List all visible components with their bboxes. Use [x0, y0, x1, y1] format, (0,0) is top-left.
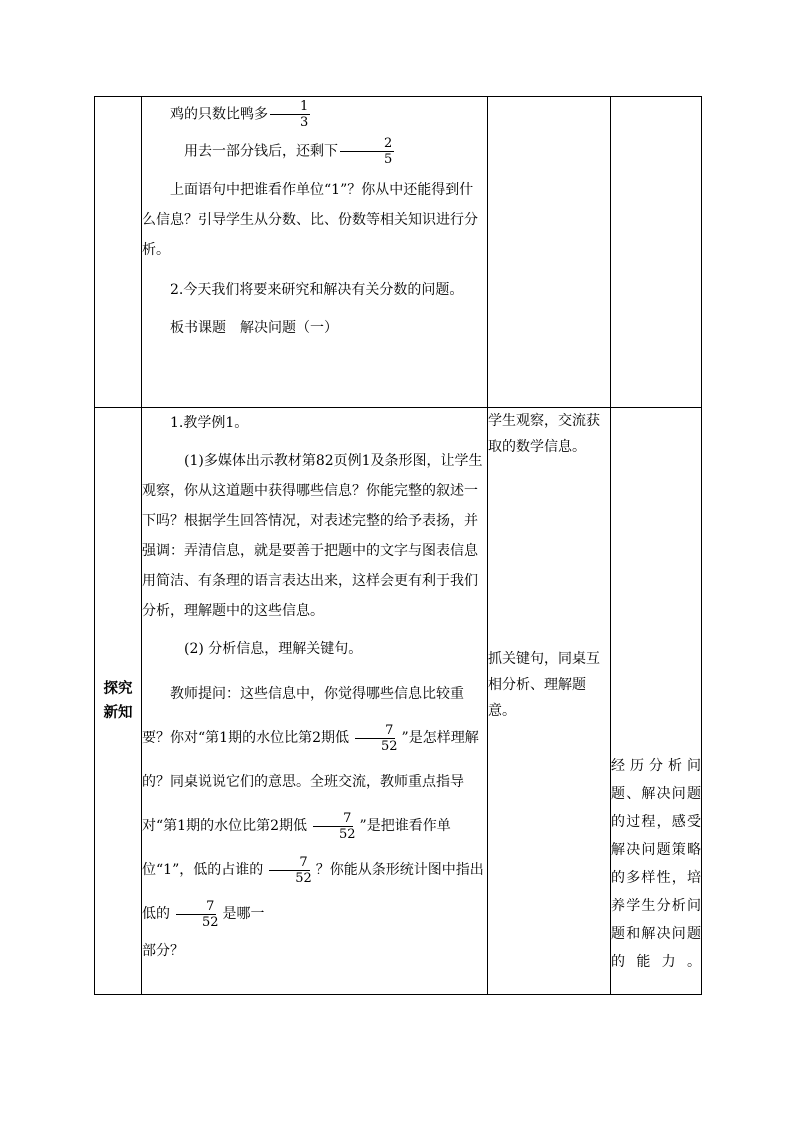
design-intent-cell — [611, 408, 702, 995]
content-paragraph: 教师提问：这些信息中，你觉得哪些信息比较重要？你对“第1期的水位比第2期低 $\frac{7}{52}$ ”是怎样理解的？同桌说说它们的意思。全班交流，教师重点指导对“第1期的水位比第2期低 $\frac{7}{52}$ ”是把谁看作单位“1”，低的占谁的 $\frac{7}{52}$ ？你能从条形统计图中指出低的 $\frac{7}{52}$ 是哪一 — [142, 686, 484, 930]
content-paragraph: (1)多媒体出示教材第82页例1及条形图，让学生观察，你从这道题中获得哪些信息？你能完整的叙述一下吗？根据学生回答情况，对表述完整的给予表扬，并强调：弄清信息，就是要善于把题中的文字与图表信息用简洁、有条理的语言表达出来，这样会更有利于我们分析，理解题中的这些信息。 — [142, 453, 483, 619]
stage-cell — [95, 408, 142, 995]
content-paragraph: 上面语句中把谁看作单位“1”？你从中还能得到什么信息？引导学生从分数、比、份数等相关知识进行分析。 — [142, 182, 478, 258]
activity-text: 抓关键句，同桌互相分析、理解题意。 — [488, 651, 600, 719]
intent-text: 经历分析问题、解决问题的过程，感受解决问题策略的多样性，培养学生分析问题和解决问题的能力。 — [611, 758, 701, 970]
stage-cell — [95, 97, 142, 408]
fraction: $\frac{2}{5}$ — [340, 136, 394, 167]
lesson-plan-table — [94, 96, 702, 995]
content-cell — [142, 408, 488, 995]
content-line: 鸡的只数比鸭多 $\frac{1}{3}$ — [170, 99, 309, 130]
table-row — [95, 97, 702, 408]
design-intent-cell — [611, 97, 702, 408]
fraction: $\frac{7}{52}$ — [265, 855, 314, 886]
content-cell — [142, 97, 488, 408]
fraction: $\frac{7}{52}$ — [351, 723, 400, 754]
content-paragraph: 2.今天我们将要来研究和解决有关分数的问题。 — [170, 282, 464, 298]
content-line: 用去一部分钱后，还剩下 $\frac{2}{5}$ — [184, 136, 393, 167]
stage-label: 新知 — [103, 705, 133, 721]
content-paragraph: 1.教学例1。 — [170, 415, 249, 431]
student-activity-cell — [488, 408, 611, 995]
fraction: $\frac{7}{52}$ — [309, 811, 358, 842]
board-title: 板书课题 解决问题（一） — [170, 320, 338, 336]
content-paragraph: (2) 分析信息，理解关键句。 — [184, 641, 363, 657]
fraction: $\frac{7}{52}$ — [172, 899, 221, 930]
activity-text: 学生观察，交流获取的数学信息。 — [488, 413, 600, 455]
content-paragraph: 部分？ — [142, 943, 184, 959]
student-activity-cell — [488, 97, 611, 408]
fraction: $\frac{1}{3}$ — [270, 99, 310, 130]
stage-label: 探究 — [103, 681, 133, 697]
table-row — [95, 408, 702, 995]
